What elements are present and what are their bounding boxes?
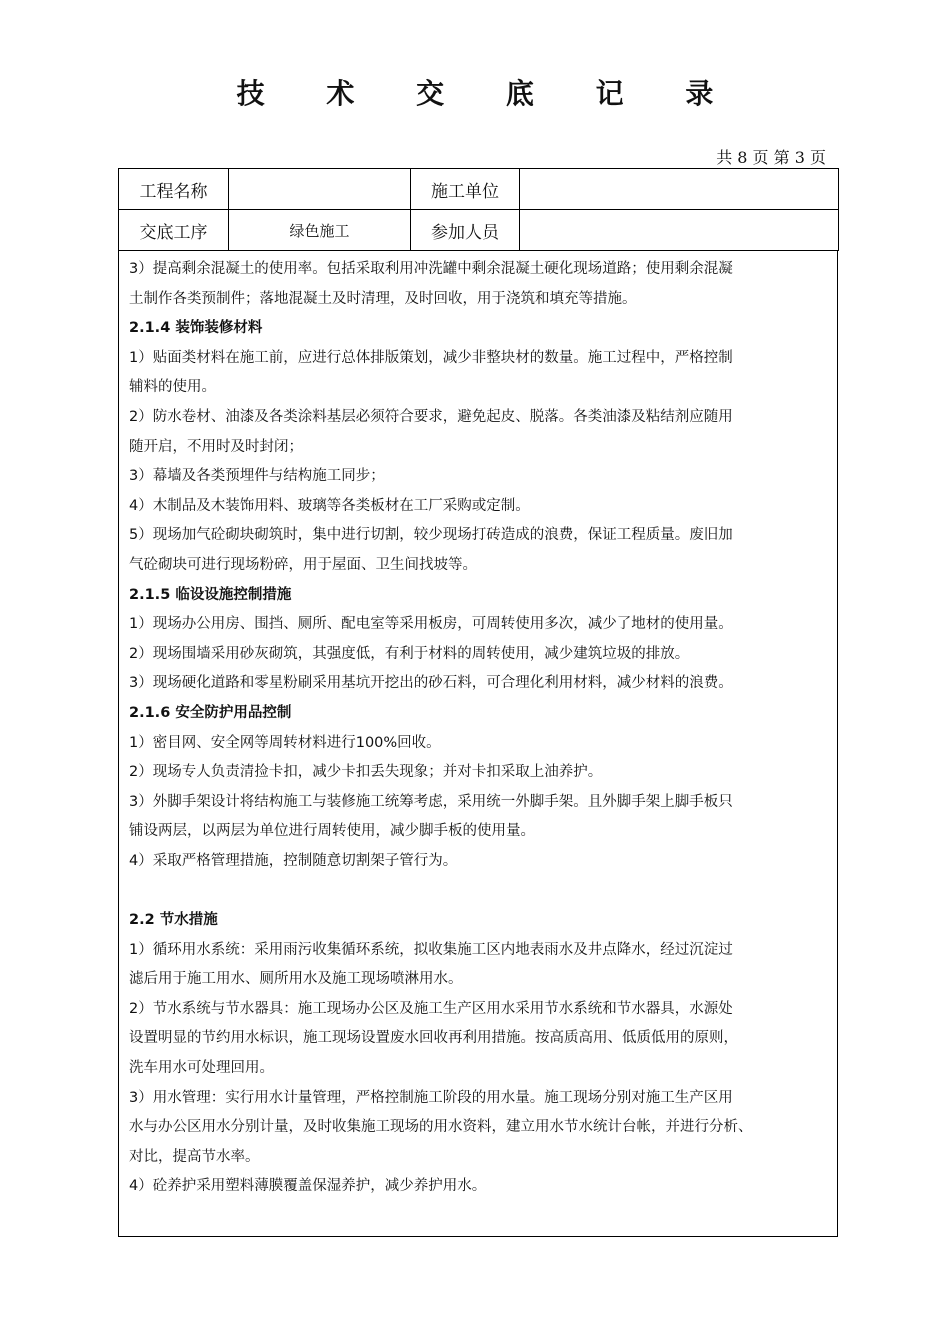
content-line: 滤后用于施工用水、厕所用水及施工现场喷淋用水。 bbox=[129, 971, 463, 988]
section-heading: 2.1.4 装饰装修材料 bbox=[129, 320, 263, 337]
section-heading: 2.1.5 临设设施控制措施 bbox=[129, 586, 292, 603]
content-line: 1）循环用水系统：采用雨污收集循环系统，拟收集施工区内地表雨水及井点降水，经过沉淀过 bbox=[129, 941, 733, 958]
content-line: 4）采取严格管理措施，控制随意切割架子管行为。 bbox=[129, 852, 458, 869]
content-line: 铺设两层，以两层为单位进行周转使用，减少脚手板的使用量。 bbox=[129, 823, 535, 840]
content-line: 土制作各类预制件；落地混凝土及时清理，及时回收，用于浇筑和填充等措施。 bbox=[129, 290, 637, 307]
content-line: 1）现场办公用房、围挡、厕所、配电室等采用板房，可周转使用多次，减少了地材的使用量。 bbox=[129, 616, 733, 633]
project-name-label: 工程名称 bbox=[119, 169, 229, 210]
document-title: 技 术 交 底 记 录 bbox=[236, 77, 740, 110]
content-line: 3）现场硬化道路和零星粉刷采用基坑开挖出的砂石料，可合理化利用材料，减少材料的浪费。 bbox=[129, 675, 733, 692]
content-line: 2）现场专人负责清捡卡扣，减少卡扣丢失现象；并对卡扣采取上油养护。 bbox=[129, 764, 603, 781]
procedure-label: 交底工序 bbox=[119, 210, 229, 251]
content-line: 辅料的使用。 bbox=[129, 379, 216, 396]
header-table bbox=[118, 168, 839, 251]
content-line: 水与办公区用水分别计量，及时收集施工现场的用水资料，建立用水节水统计台帐，并进行分析、 bbox=[129, 1119, 753, 1136]
content-line: 3）外脚手架设计将结构施工与装修施工统筹考虑，采用统一外脚手架。且外脚手架上脚手板只 bbox=[129, 793, 733, 810]
project-name-value bbox=[229, 169, 411, 210]
content-line: 4）砼养护采用塑料薄膜覆盖保湿养护，减少养护用水。 bbox=[129, 1178, 487, 1195]
disclosure-content bbox=[118, 250, 838, 1237]
content-line: 3）提高剩余混凝土的使用率。包括采取利用冲洗罐中剩余混凝土硬化现场道路；使用剩余混凝 bbox=[129, 261, 733, 277]
participants-label: 参加人员 bbox=[411, 210, 520, 251]
content-line: 3）用水管理：实行用水计量管理，严格控制施工阶段的用水量。施工现场分别对施工生产区用 bbox=[129, 1089, 733, 1106]
content-line: 3）幕墙及各类预埋件与结构施工同步； bbox=[129, 468, 385, 485]
content-line: 2）现场围墙采用砂灰砌筑，其强度低，有利于材料的周转使用，减少建筑垃圾的排放。 bbox=[129, 645, 690, 662]
content-line: 4）木制品及木装饰用料、玻璃等各类板材在工厂采购或定制。 bbox=[129, 497, 530, 514]
content-line: 1）密目网、安全网等周转材料进行100%回收。 bbox=[129, 734, 441, 751]
section-heading: 2.1.6 安全防护用品控制 bbox=[129, 704, 292, 721]
header-row-1 bbox=[119, 169, 839, 210]
content-line: 洗车用水可处理回用。 bbox=[129, 1060, 274, 1077]
blank-line bbox=[129, 876, 827, 906]
content-line: 5）现场加气砼砌块砌筑时，集中进行切割，较少现场打砖造成的浪费，保证工程质量。废旧加 bbox=[129, 527, 733, 544]
content-line: 2）防水卷材、油漆及各类涂料基层必须符合要求，避免起皮、脱落。各类油漆及粘结剂应随用 bbox=[129, 408, 733, 425]
header-row-2 bbox=[119, 210, 839, 251]
content-line: 随开启，不用时及时封闭； bbox=[129, 438, 303, 455]
content-line: 1）贴面类材料在施工前，应进行总体排版策划，减少非整块材的数量。施工过程中，严格控制 bbox=[129, 349, 733, 366]
content-line: 2）节水系统与节水器具：施工现场办公区及施工生产区用水采用节水系统和节水器具，水源处 bbox=[129, 1000, 733, 1017]
content-line: 设置明显的节约用水标识，施工现场设置废水回收再利用措施。按高质高用、低质低用的原则， bbox=[129, 1030, 738, 1047]
section-heading: 2.2 节水措施 bbox=[129, 912, 218, 929]
construction-unit-value bbox=[520, 169, 839, 210]
participants-value bbox=[520, 210, 839, 251]
content-line: 气砼砌块可进行现场粉碎，用于屋面、卫生间找坡等。 bbox=[129, 556, 477, 573]
procedure-value: 绿色施工 bbox=[229, 210, 411, 251]
page-info: 共 8 页 第 3 页 bbox=[716, 148, 826, 167]
construction-unit-label: 施工单位 bbox=[411, 169, 520, 210]
content-line: 对比，提高节水率。 bbox=[129, 1148, 260, 1165]
